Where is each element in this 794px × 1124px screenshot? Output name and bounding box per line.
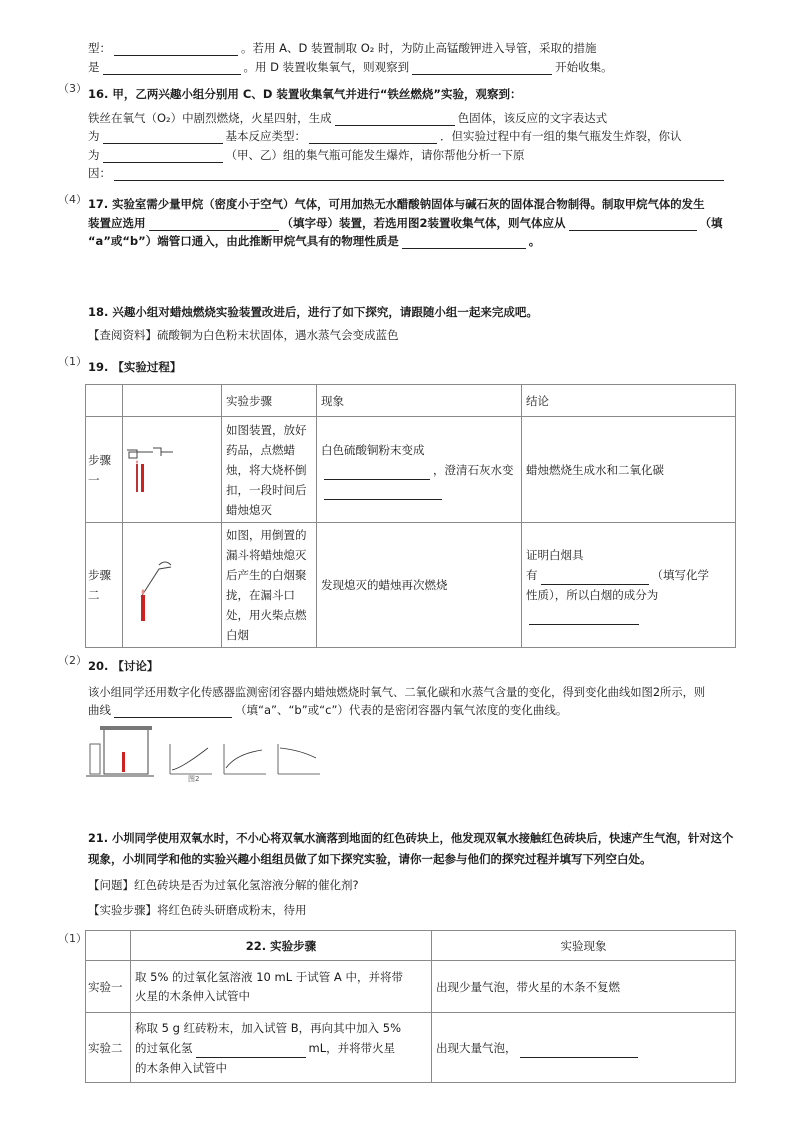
experiment-table (85, 384, 736, 648)
blank-inlet[interactable] (569, 218, 697, 231)
blank-physical-property[interactable] (402, 236, 526, 249)
blank-group[interactable] (103, 150, 223, 163)
table-row (86, 1013, 736, 1083)
table-row (86, 523, 736, 648)
header-phenomenon: 现象 (317, 385, 522, 417)
q16-line2: 为 基本反应类型： ．但实验过程中有一组的集气瓶发生炸裂，你认 (88, 129, 682, 143)
blank-splint-result[interactable] (520, 1045, 638, 1058)
experiment-2-step: 称取 5 g 红砖粉末，加入试管 B，再向其中加入 5% 的过氧化氢 mL，并将带火星 的木条伸入试管中 (131, 1013, 432, 1083)
blank-chemical-property[interactable] (541, 572, 649, 585)
blank-limewater[interactable] (324, 487, 442, 500)
q18-title: 18. 兴趣小组对蜡烛燃烧实验装置改进后，进行了如下探究，请跟随小组一起来完成吧。 (88, 305, 538, 319)
sensor-curves-figure (84, 724, 324, 784)
blank-word-equation[interactable] (103, 131, 223, 144)
q15-line1: 型： 。若用 A、D 装置制取 O₂ 时，为防止高锰酸钾进入导管，采取的措施 (88, 41, 597, 55)
q21-steps: 【实验步骤】将红色砖头研磨成粉末，待用 (88, 903, 307, 917)
table-header-row (86, 931, 736, 961)
q16-line3: 为 （甲、乙）组的集气瓶可能发生爆炸，请你帮他分析一下原 (88, 148, 525, 162)
experiment-1-phenomenon: 出现少量气泡，带火星的木条不复燃 (432, 961, 736, 1013)
q21-line2: 现象，小圳同学和他的实验兴趣小组组员做了如下探究实验，请你一起参与他们的探究过程并填写下列空白处。 (88, 852, 652, 866)
catalyst-table (85, 930, 736, 1083)
q16-line1: 铁丝在氧气（O₂）中剧烈燃烧，火星四射，生成 色固体，该反应的文字表达式 (88, 111, 608, 125)
header-steps: 实验步骤 (222, 385, 317, 417)
figure-2-label: 图2 (188, 775, 200, 783)
q17-line3: “a”或“b”）端管口通入，由此推断甲烷气具有的物理性质是 。 (88, 234, 541, 248)
q19-marker: （1） (58, 355, 87, 368)
table-header-row (86, 385, 736, 417)
blank-solid-color[interactable] (335, 113, 455, 126)
blank-curve[interactable] (114, 705, 232, 718)
header-conclusion: 结论 (522, 385, 736, 417)
q20-line1: 该小组同学还用数字化传感器监测密闭容器内蜡烛燃烧时氧气、二氧化碳和水蒸气含量的变化，得到变化曲线如图2所示，则 (88, 686, 706, 699)
q21-line1: 21. 小圳同学使用双氧水时，不小心将双氧水滴落到地面的红色砖块上，他发现双氧水接触红色砖块后，快速产生气泡，针对这个 (88, 832, 734, 845)
step-2-phenomenon: 发现熄灭的蜡烛再次燃烧 (317, 523, 522, 648)
funnel-candle-icon (123, 545, 213, 625)
blank-volume[interactable] (196, 1045, 306, 1058)
blank-measure[interactable] (103, 62, 241, 75)
table-row (86, 417, 736, 523)
step-label: 步骤一 (86, 417, 123, 523)
step-label: 步骤二 (86, 523, 123, 648)
q16-title: 16. 甲，乙两兴趣小组分别用 C、D 装置收集氧气并进行“铁丝燃烧”实验，观察到： (88, 87, 522, 101)
q17-line1: 17. 实验室需少量甲烷（密度小于空气）气体，可用加热无水醋酸钠固体与碱石灰的固体混合物制得。制取甲烷气体的发生 (88, 197, 705, 211)
blank-device-type[interactable] (114, 43, 238, 56)
q17-marker: （4） (58, 193, 87, 206)
q22-marker: （1） (58, 932, 87, 945)
step-1-conclusion: 蜡烛燃烧生成水和二氧化碳 (522, 417, 736, 523)
figure-2-sensor-curves (84, 724, 324, 784)
q16-marker: （3） (58, 82, 87, 95)
blank-copper-sulfate-color[interactable] (324, 467, 430, 480)
step-2-procedure: 如图，用倒置的漏斗将蜡烛熄灭后产生的白烟聚拢，在漏斗口处，用火柴点燃白烟 (222, 523, 317, 648)
step-1-phenomenon: 白色硫酸铜粉末变成，澄清石灰水变 (317, 417, 522, 523)
step-1-procedure: 如图装置，放好药品，点燃蜡烛，将大烧杯倒扣，一段时间后蜡烛熄灭 (222, 417, 317, 523)
experiment-1-step: 取 5% 的过氧化氢溶液 10 mL 于试管 A 中，并将带 火星的木条伸入试管中 (131, 961, 432, 1013)
blank-reason[interactable] (114, 168, 724, 181)
q19-title: 19. 【实验过程】 (88, 360, 182, 374)
q17-line2: 装置应选用 （填字母）装置，若选用图2装置收集气体，则气体应从 （填 (88, 216, 723, 230)
blank-generator[interactable] (149, 218, 279, 231)
q18-info: 【查阅资料】硫酸铜为白色粉末状固体，遇水蒸气会变成蓝色 (88, 328, 399, 342)
step-2-conclusion: 证明白烟具 有 （填写化学 性质），所以白烟的成分为 (522, 523, 736, 648)
blank-reaction-type[interactable] (309, 131, 437, 144)
apparatus-figure-1 (123, 417, 222, 523)
q20-line2: 曲线 （填“a”、“b”或“c”）代表的是密闭容器内氧气浓度的变化曲线。 (88, 703, 568, 717)
q15-line2: 是 。用 D 装置收集氧气，则观察到 开始收集。 (88, 60, 613, 74)
table-row (86, 961, 736, 1013)
apparatus-figure-2 (123, 523, 222, 648)
q20-title: 20. 【讨论】 (88, 659, 159, 673)
q20-marker: （2） (58, 654, 87, 667)
blank-observe[interactable] (412, 62, 552, 75)
header-phenomenon: 实验现象 (432, 931, 736, 961)
header-steps: 22. 实验步骤 (131, 931, 432, 961)
candle-apparatus-icon (123, 440, 213, 500)
experiment-label: 实验二 (86, 1013, 131, 1083)
experiment-label: 实验一 (86, 961, 131, 1013)
experiment-2-phenomenon: 出现大量气泡， (432, 1013, 736, 1083)
q21-question: 【问题】红色砖块是否为过氧化氢溶液分解的催化剂? (88, 878, 359, 892)
blank-smoke-composition[interactable] (529, 612, 639, 625)
q16-line4: 因： (88, 165, 727, 181)
